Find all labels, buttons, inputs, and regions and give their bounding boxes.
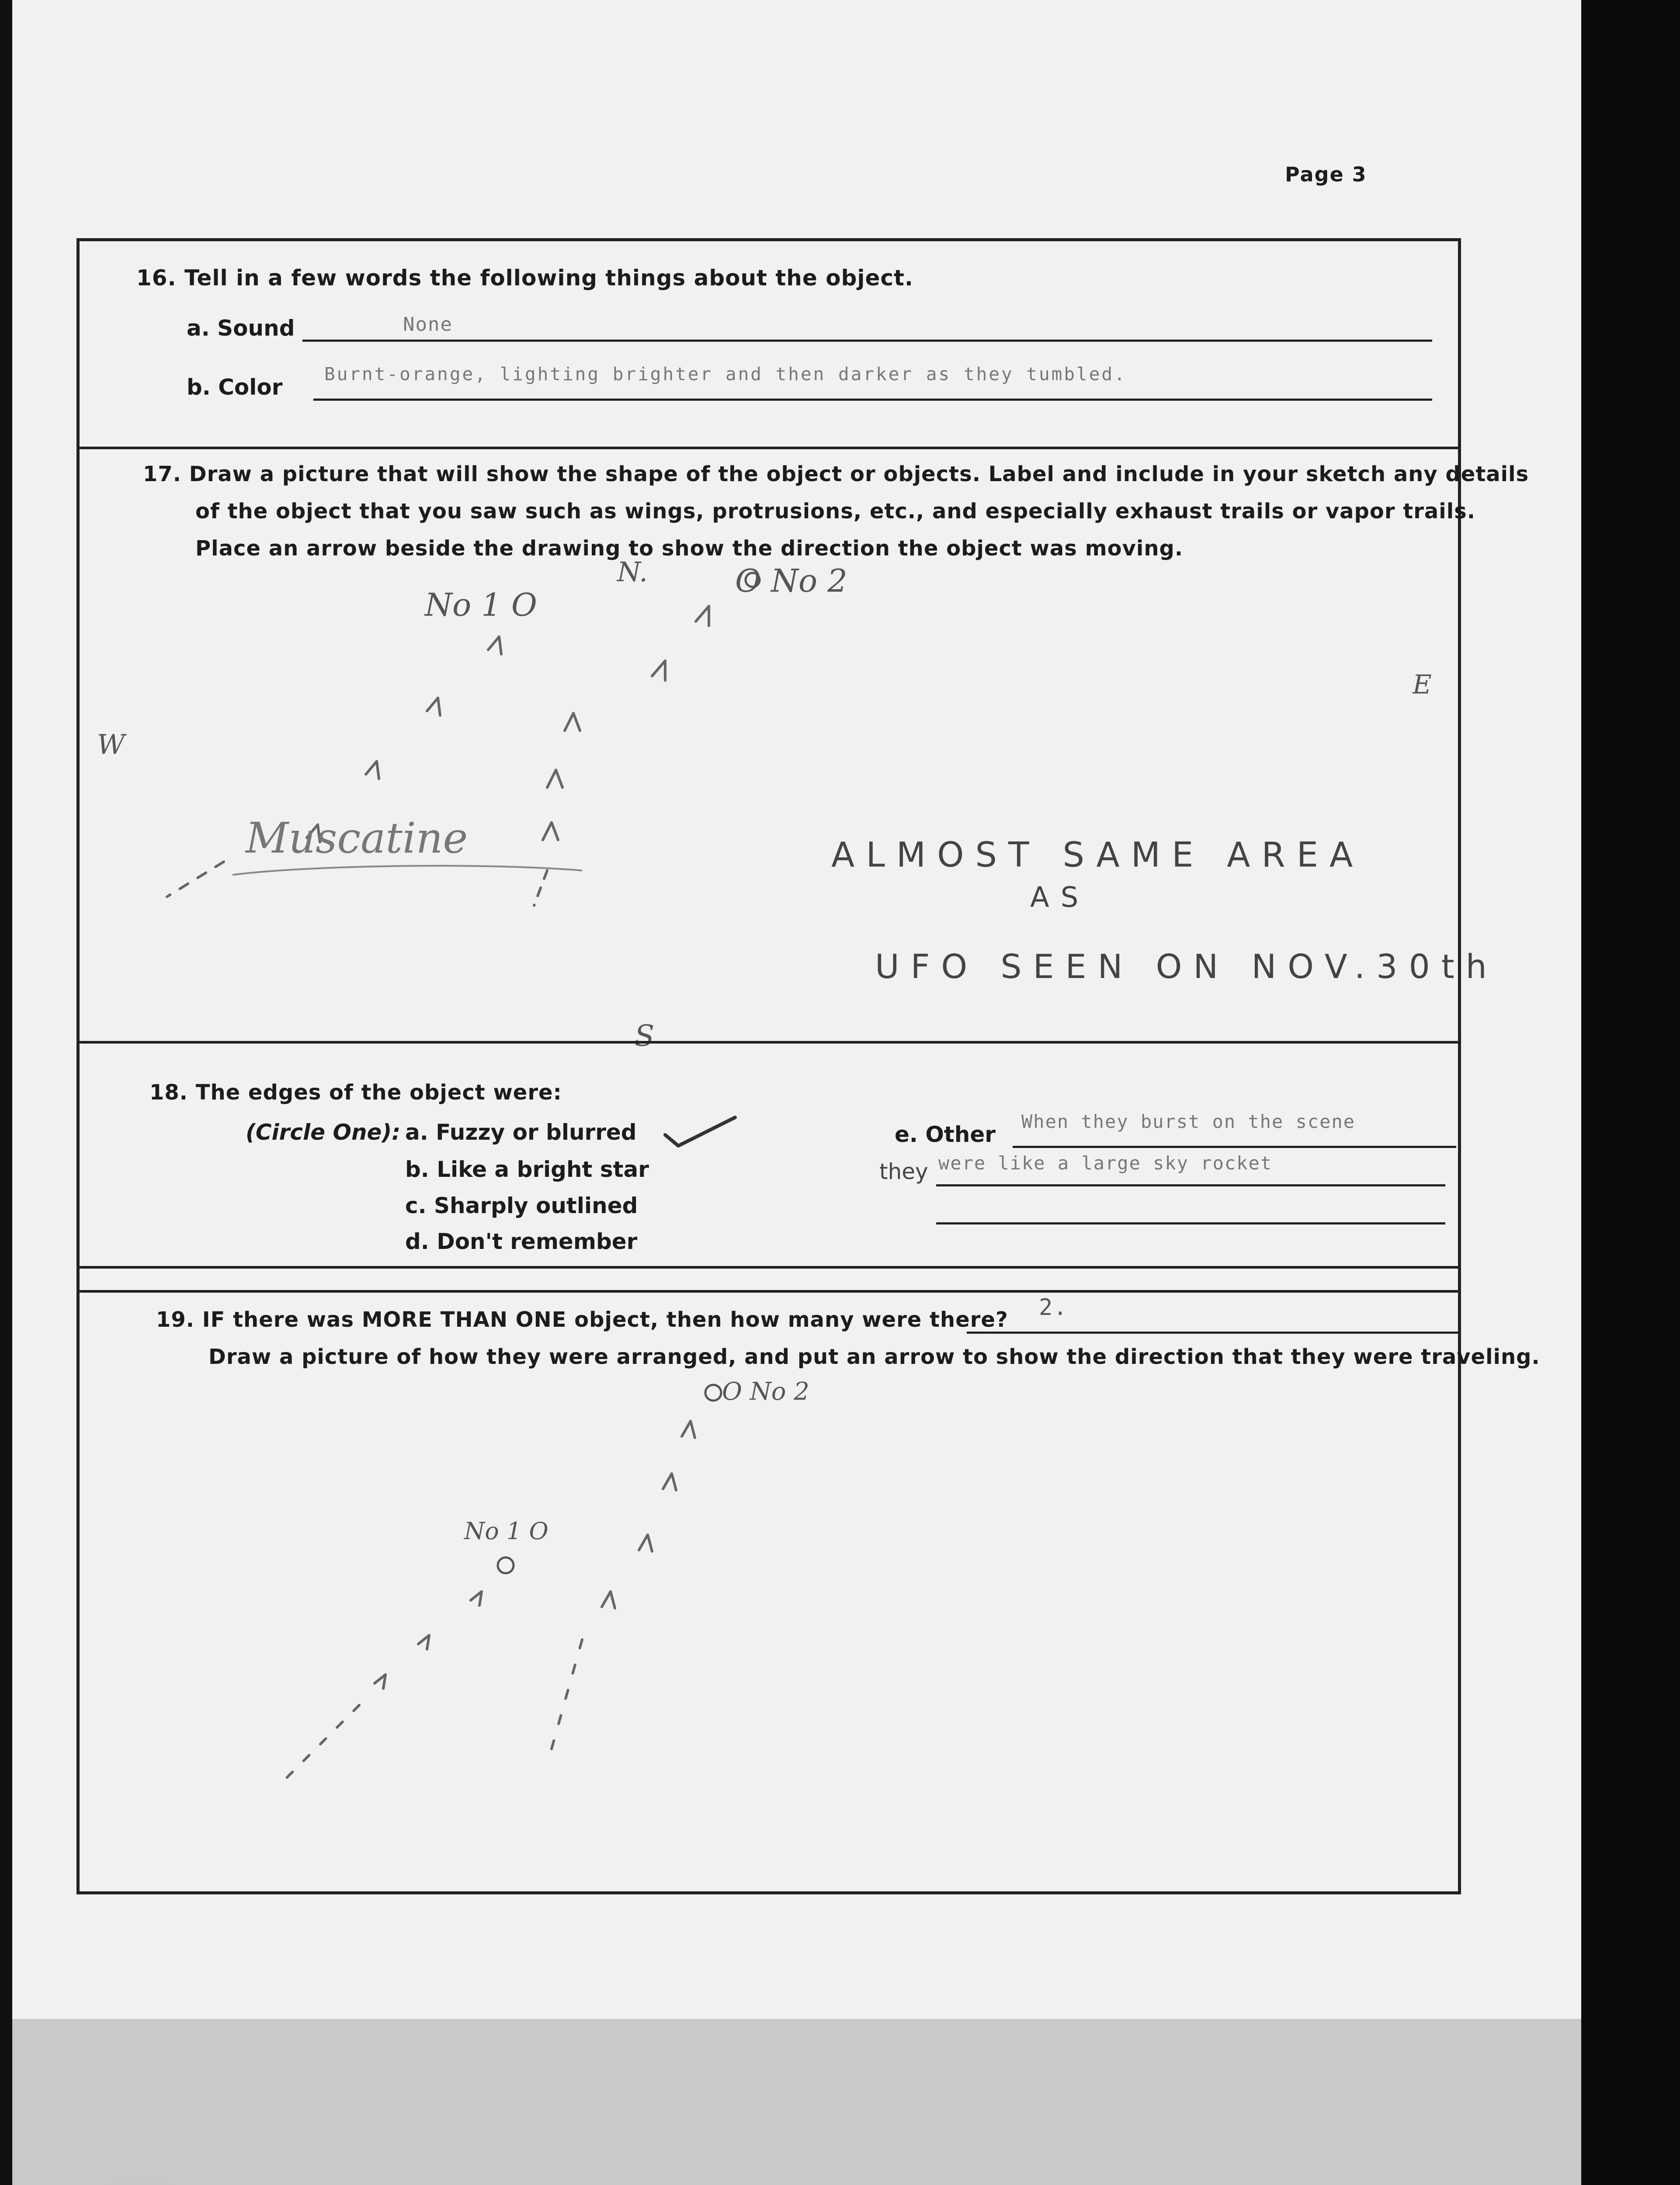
q17-south-marker: S [635, 1019, 655, 1053]
q17-note-line3: UFO SEEN ON NOV.30th [875, 947, 1498, 986]
q18-option-a: a. Fuzzy or blurred [405, 1120, 637, 1145]
q18-option-c: c. Sharply outlined [405, 1193, 638, 1218]
q19-object1-trail [285, 1592, 482, 1779]
q16-sound-label: a. Sound [187, 316, 295, 341]
q19-count-value: 2. [1039, 1294, 1068, 1321]
q18-option-b: b. Like a bright star [405, 1157, 649, 1182]
q17-note-line2: AS [1030, 881, 1090, 914]
q18-other-value-line2: were like a large sky rocket [938, 1152, 1273, 1174]
q17-west-marker: W [97, 728, 125, 760]
q16-color-value: Burnt-orange, lighting brighter and then darker as they tumbled. [324, 364, 1127, 385]
q17-place-label: Muscatine [246, 814, 468, 863]
q19-sketch [80, 241, 1464, 1897]
bleed-through-mark [26, 2176, 253, 2185]
q19-prompt-line2: Draw a picture of how they were arranged, and put an arrow to show the direction that they were traveling. [208, 1345, 1540, 1369]
q19-prompt-line1: 19. IF there was MORE THAN ONE object, then how many were there? [156, 1308, 1008, 1332]
q19-object1-circle [498, 1557, 514, 1573]
q17-note-line1: ALMOST SAME AREA [831, 836, 1364, 875]
q17-label-no2: O No 2 [735, 562, 847, 599]
q17-label-no1: No 1 O [425, 586, 537, 623]
q18-circle-one: (Circle One): [246, 1120, 401, 1145]
q18-option-e: e. Other [895, 1122, 996, 1147]
q19-label-no1: No 1 O [464, 1517, 548, 1545]
q17-north-marker: N. [617, 556, 648, 588]
q19-object2-trail [552, 1421, 695, 1749]
q17-prompt-line2: of the object that you saw such as wings, protrusions, etc., and especially exhaust trails or vapor trails. [195, 499, 1475, 524]
q17-east-marker: E [1413, 669, 1432, 700]
q18-other-prefix: they [879, 1159, 928, 1184]
q17-prompt-line3: Place an arrow beside the drawing to show the direction the object was moving. [195, 536, 1184, 561]
scan-border [1581, 0, 1680, 2185]
q18-other-value-line1: When they burst on the scene [1021, 1111, 1356, 1132]
scan-margin [12, 2019, 1581, 2185]
q18-option-d: d. Don't remember [405, 1229, 638, 1254]
q16-sound-value: None [403, 313, 453, 336]
q16-color-label: b. Color [187, 375, 283, 400]
page-number: Page 3 [1285, 163, 1367, 186]
q18-prompt: 18. The edges of the object were: [149, 1080, 562, 1105]
q17-prompt-line1: 17. Draw a picture that will show the shape of the object or objects. Label and include in your sketch any details [143, 462, 1529, 486]
form-frame [76, 238, 1540, 1894]
q19-label-no2: O No 2 [722, 1377, 809, 1406]
q16-prompt: 16. Tell in a few words the following things about the object. [136, 265, 913, 291]
q19-object2-circle [705, 1385, 721, 1401]
